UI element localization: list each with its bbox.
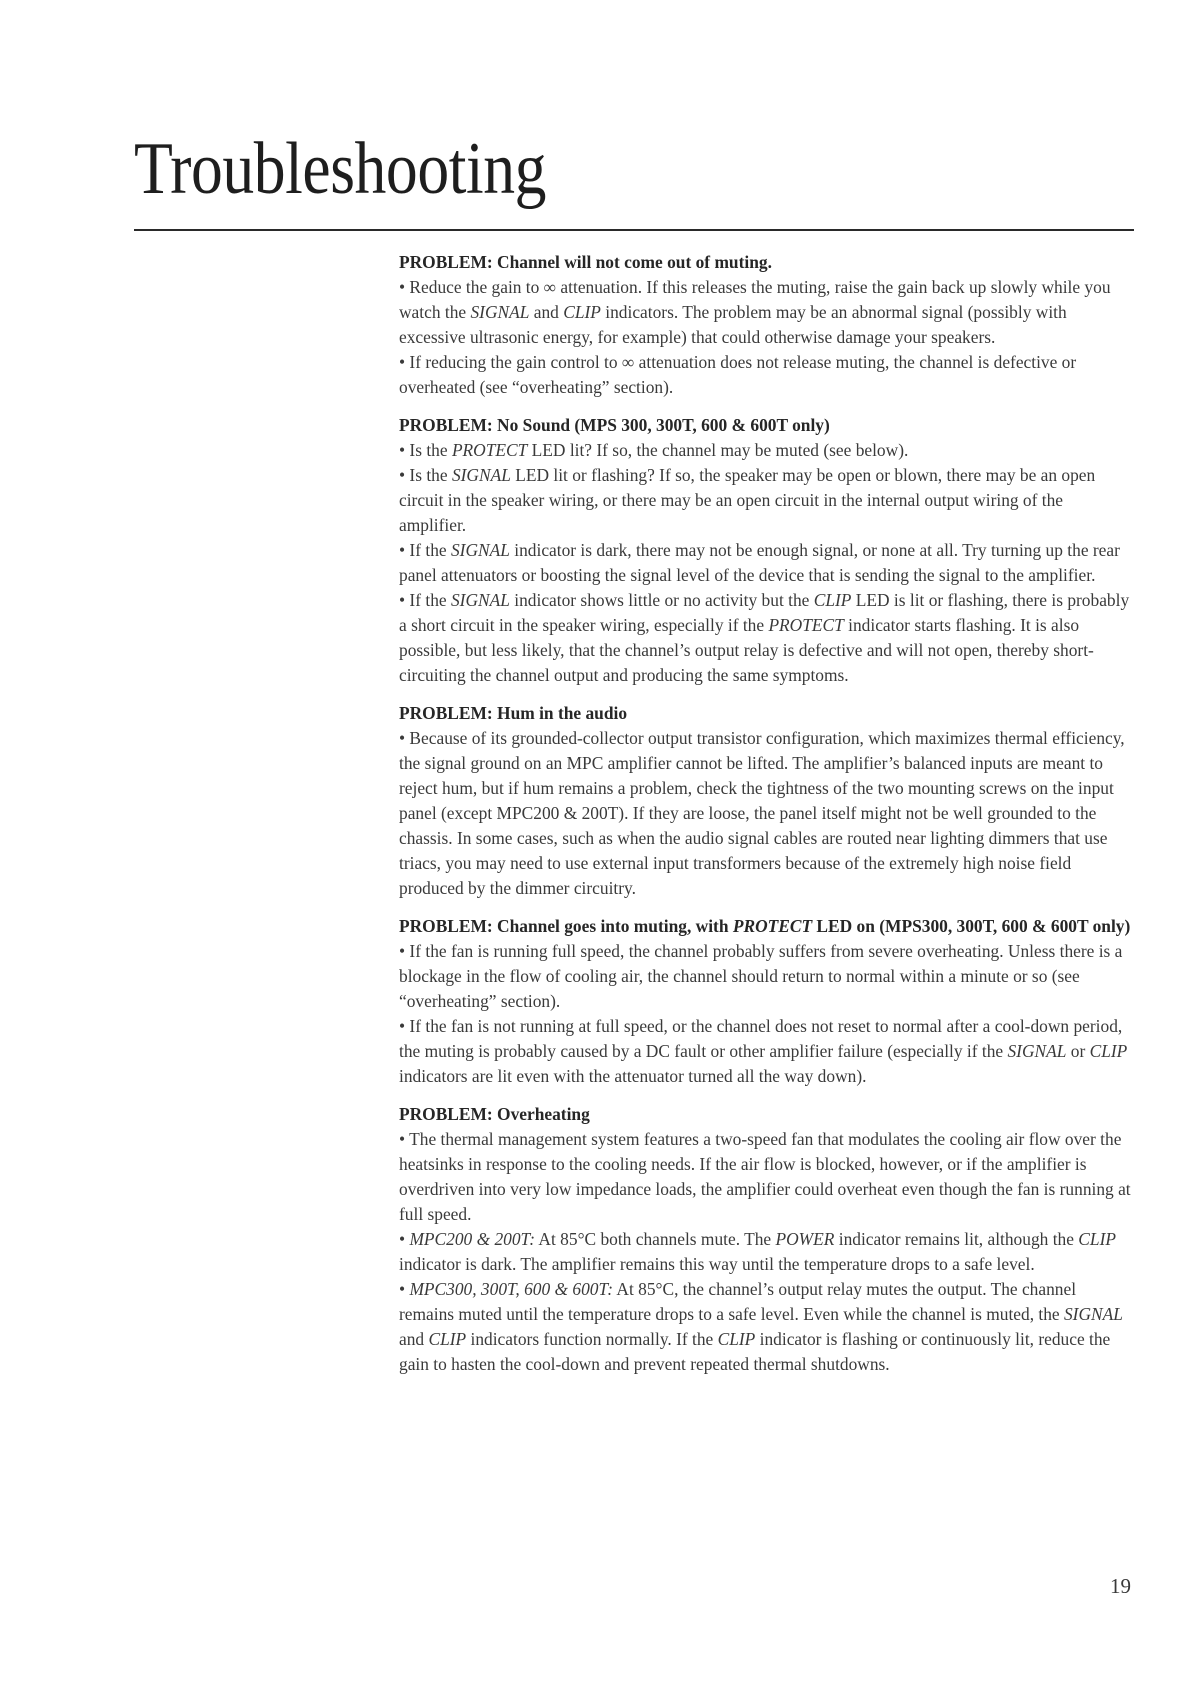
paragraph: • If the fan is running full speed, the channel probably suffers from severe overheating. Unless there is a blockage in the flow of cooling air, the channel should return to normal within a minute or so (see “overheating” section). bbox=[399, 941, 1123, 1011]
paragraph: • If reducing the gain control to ∞ attenuation does not release muting, the channel is defective or overheated (see “overheating” section). bbox=[399, 352, 1077, 397]
indicator-name: CLIP bbox=[1089, 1041, 1128, 1061]
indicator-name: CLIP bbox=[563, 302, 601, 322]
section-no-sound bbox=[399, 413, 1132, 688]
indicator-name: POWER bbox=[775, 1229, 835, 1249]
section-hum bbox=[399, 701, 1132, 901]
section-heading: PROBLEM: No Sound (MPS 300, 300T, 600 & 600T only) bbox=[399, 415, 830, 435]
paragraph: • The thermal management system features a two-speed fan that modulates the cooling air flow over the heatsinks in response to the cooling needs. If the air flow is blocked, however, or if the amplifier is overdriven into very low impedance loads, the amplifier could overheat even though the fan is running at full speed. bbox=[399, 1129, 1131, 1224]
paragraph: • Reduce the gain to ∞ attenuation. If this releases the muting, raise the gain back up slowly while you watch the SIGNAL and CLIP indicators. The problem may be an abnormal signal (possibly with excessive ultrasonic energy, for example) that could otherwise damage your speakers. bbox=[399, 277, 1111, 347]
paragraph: • If the SIGNAL indicator is dark, there may not be enough signal, or none at all. Try turning up the rear panel attenuators or boosting the signal level of the device that is sending the signal to the amplifier. bbox=[399, 540, 1120, 585]
title-divider bbox=[134, 229, 1134, 231]
paragraph: • Is the PROTECT LED lit? If so, the channel may be muted (see below). bbox=[399, 440, 909, 460]
section-heading: PROBLEM: Channel will not come out of muting. bbox=[399, 252, 772, 272]
indicator-name: PROTECT bbox=[451, 440, 528, 460]
section-heading: PROBLEM: Channel goes into muting, with PROTECT LED on (MPS300, 300T, 600 & 600T only) bbox=[399, 916, 1131, 936]
section-muting bbox=[399, 250, 1132, 400]
indicator-name: SIGNAL bbox=[1063, 1304, 1123, 1324]
indicator-name: CLIP bbox=[813, 590, 852, 610]
paragraph: • MPC200 & 200T: At 85°C both channels mute. The POWER indicator remains lit, although the CLIP indicator is dark. The amplifier remains this way until the temperature drops to a safe level. bbox=[399, 1229, 1116, 1274]
model-name: MPC200 & 200T: bbox=[409, 1229, 536, 1249]
indicator-name: SIGNAL bbox=[451, 465, 511, 485]
section-heading: PROBLEM: Hum in the audio bbox=[399, 703, 628, 723]
section-heading: PROBLEM: Overheating bbox=[399, 1104, 590, 1124]
indicator-name: CLIP bbox=[1078, 1229, 1116, 1249]
paragraph: • MPC300, 300T, 600 & 600T: At 85°C, the channel’s output relay mutes the output. The channel remains muted until the temperature drops to a safe level. Even while the channel is muted, the SIGNAL and CLIP indicators function normally. If the CLIP indicator is flashing or continuously lit, reduce the gain to hasten the cool-down and prevent repeated thermal shutdowns. bbox=[399, 1279, 1123, 1374]
page-title: Troubleshooting bbox=[134, 128, 547, 210]
indicator-name: CLIP bbox=[717, 1329, 756, 1349]
indicator-name: SIGNAL bbox=[470, 302, 530, 322]
paragraph: • If the fan is not running at full speed, or the channel does not reset to normal after a cool-down period, the muting is probably caused by a DC fault or other amplifier failure (especially if the SIGNAL or CLIP indicators are lit even with the attenuator turned all the way down). bbox=[399, 1016, 1128, 1086]
indicator-name: SIGNAL bbox=[450, 590, 510, 610]
indicator-name: PROTECT bbox=[768, 615, 844, 635]
indicator-name: CLIP bbox=[428, 1329, 467, 1349]
indicator-name: SIGNAL bbox=[1007, 1041, 1067, 1061]
section-overheating bbox=[399, 1102, 1132, 1377]
indicator-name: SIGNAL bbox=[450, 540, 510, 560]
page-number: 19 bbox=[1110, 1574, 1131, 1598]
troubleshooting-content bbox=[399, 250, 1132, 1390]
paragraph: • Because of its grounded-collector output transistor configuration, which maximizes thermal efficiency, the signal ground on an MPC amplifier cannot be lifted. The amplifier’s balanced inputs are meant to reject hum, but if hum remains a problem, check the tightness of the two mounting screws on the input panel (except MPC200 & 200T). If they are loose, the panel itself might not be well grounded to the chassis. In some cases, such as when the audio signal cables are routed near lighting dimmers that use triacs, you may need to use external input transformers because of the extremely high noise field produced by the dimmer circuitry. bbox=[399, 728, 1125, 898]
paragraph: • If the SIGNAL indicator shows little or no activity but the CLIP LED is lit or flashing, there is probably a short circuit in the speaker wiring, especially if the PROTECT indicator starts flashing. It is also possible, but less likely, that the channel’s output relay is defective and will not open, thereby short-circuiting the channel output and producing the same symptoms. bbox=[399, 590, 1130, 685]
paragraph: • Is the SIGNAL LED lit or flashing? If so, the speaker may be open or blown, there may be an open circuit in the speaker wiring, or there may be an open circuit in the internal output wiring of the amplifier. bbox=[399, 465, 1096, 535]
section-protect-muting bbox=[399, 914, 1132, 1089]
model-name: MPC300, 300T, 600 & 600T: bbox=[409, 1279, 613, 1299]
indicator-name: PROTECT bbox=[732, 916, 813, 936]
